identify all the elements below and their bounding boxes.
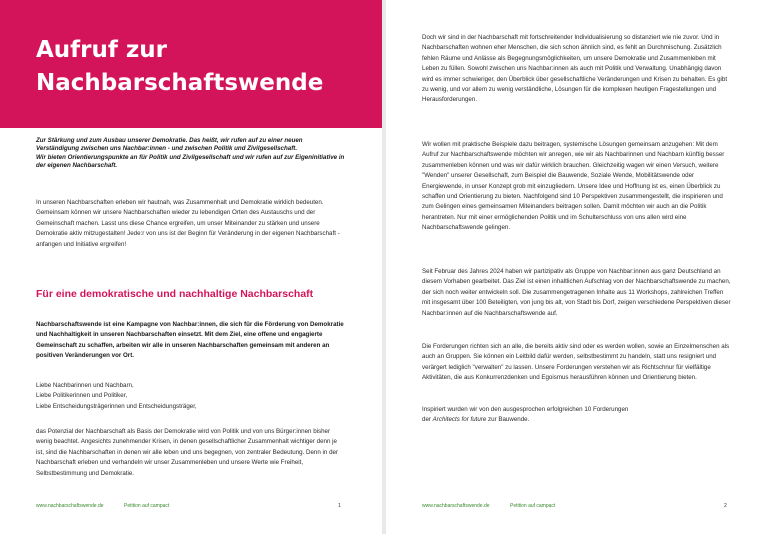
intro-line-2: Wir bieten Orientierungspunkte an für Politik und Zivilgesellschaft und wir rufen auf zur Eigeninitiative in der eigenen Nachbarschaft. <box>36 153 345 170</box>
body-paragraph-3: Seit Februar des Jahres 2024 haben wir partizipativ als Gruppe von Nachbar:innen aus ganz Deutschland an diesem Vorhaben gearbeitet. Das Ziel ist einen inhaltlichen Aufschlag von der Nachbarschaftswende zu machen, der sich noch weiter entwickeln soll. Die zusammengetragenen Inhalte aus 11 Workshops, zahlreichen Treffen mit insgesamt über 100 Beteiligten, von jung bis alt, von Stadt bis Dorf, zeigen verschiedene Perspektiven dieser Nachbar:innen auf die Nachbarschaftswende auf. <box>422 268 731 317</box>
page-number: 2 <box>724 503 727 509</box>
salutation-line-2: Liebe Politikerinnen und Politiker, <box>36 392 128 400</box>
salutation-line-1: Liebe Nachbarinnen und Nachbarn, <box>36 382 134 389</box>
page-2 <box>386 0 768 534</box>
inspiration-suffix: zur Bauwende. <box>486 416 530 424</box>
inspiration-italic: Architects for future <box>432 416 487 424</box>
intro-paragraph: In unseren Nachbarschaften erleben wir hautnah, was Zusammenhalt und Demokratie wirklich bedeuten. Gemeinsam können wir unsere Nachbarschaften wieder zu lebendigen Orten des Austauschs und der Gemeinschaft machen. Lasst uns diese Chance ergreifen, um unser Miteinander zu stärken und unsere Demokratie aktiv mitzugestalten! Jede:r von uns ist der Beginn für Veränderung in der eigenen Nachbarschaft - anfangen und Initiative ergreifen! <box>36 199 340 248</box>
page-number: 1 <box>338 503 341 509</box>
body-paragraph: das Potenzial der Nachbarschaft als Basis der Demokratie wird von Politik und von uns Bürger:innen bisher wenig beachtet. Angesichts zunehmender Krisen, in denen gesellschaftlicher Zusammenhalt wichtiger denn je ist, sind die Nachbarschaften in denen wir alle leben und uns begegnen, von zentraler Bedeutung. Denn in der Nachbarschaft erleben und verhandeln wir unser Zusammenleben und unsere Werte wie Freiheit, Selbstbestimmung und Demokratie. <box>36 428 339 477</box>
footer-petition-link[interactable]: Petition auf campact <box>510 503 556 509</box>
body-paragraph-2: Wir wollen mit praktische Beispiele dazu beitragen, systemische Lösungen gemeinsam anzugehen: Mit dem Aufruf zur Nachbarschaftswende möchten wir anregen, wie wir als Nachbarinnen und Nachbarn künftig besser zusammenleben können und was wir dafür wirklich brauchen. Gleichzeitig wagen wir einen Versuch, weitere "Wenden" unserer Gesellschaft, zum Beispiel die Bauwende, Soziale Wende, Mobilitätswende oder Energiewende, in unser Konzept grob mit einzugliedern. Unsere Idee und Hoffnung ist es, einen Überblick zu schaffen und Orientierung zu bieten. Nachfolgend sind 10 Perspektiven zusammengestellt, die inspirieren und zum Gelingen eines gemeinsamen Miteinanders beitragen sollen. Damit möchten wir auch an die Politik herantreten. Nur mit einer ermöglichenden Politik und im Schulterschluss von uns allen wird eine Nachbarschaftswende gelingen. <box>422 141 725 232</box>
body-paragraph-5 <box>422 405 732 426</box>
footer-website-link[interactable]: www.nachbarschaftswende.de <box>422 503 490 509</box>
intro-text <box>36 137 346 171</box>
title-banner <box>0 0 382 128</box>
body-paragraph-4: Die Forderungen richten sich an alle, die bereits aktiv sind oder es werden wollen, sowie an Einzelmenschen als auch an Gruppen. Sie können ein Leitbild dafür werden, selbstbestimmt zu handeln, statt uns resigniert und verärgert lediglich "verwalten" zu lassen. Unsere Forderungen verstehen wir als Richtschnur für vielfältige Aktivitäten, die aus Konkurrenzdenken und Egoismus herausführen können und Orientierung bieten. <box>422 343 730 382</box>
section-heading: Für eine demokratische und nachhaltige Nachbarschaft <box>36 288 314 300</box>
page-title: Aufruf zur Nachbarschaftswende <box>36 37 324 96</box>
body-paragraph-1: Doch wir sind in der Nachbarschaft mit fortschreitender Individualisierung so distanziert wie nie zuvor. Und in Nachbarschaften wohnen eher Menschen, die sich schon ähnlich sind, es fehlt an Durchmischung. Zusätzlich fehlen Räume und Anlässe als Begegnungsmöglichkeiten, um unsere Demokratie und Zusammenleben mit Leben zu füllen. Sowohl zwischen uns Nachbar:innen als auch mit Politik und Verwaltung. Unabhängig davon wird es immer schwieriger, den Überblick über gesellschaftliche Veränderungen und Krisen zu behalten. Es gibt zu wenig, und vor allem zu wenig verständliche, Lösungen für die komplexen heutigen Fragestellungen und Herausforderungen. <box>422 34 728 104</box>
inspiration-line-2 <box>422 415 732 425</box>
intro-line-1: Zur Stärkung und zum Ausbau unserer Demokratie. Das heißt, wir rufen auf zu einer neuen Verständigung zwischen uns Nachbar:innen - und zwischen Politik und Zivilgesellschaft. <box>36 137 303 153</box>
salutation-block <box>36 381 346 412</box>
inspiration-prefix: der <box>422 416 433 424</box>
campaign-description: Nachbarschaftswende ist eine Kampagne von Nachbar:innen, die sich für die Förderung von Demokratie und Nachhaltigkeit in unseren Nachbarschaften einsetzt. Mit dem Ziel, eine offene und engagierte Gemeinschaft zu schaffen, arbeiten wir alle in unseren Nachbarschaften gemeinsam mit anderen an positiven Veränderungen vor Ort. <box>36 321 344 360</box>
footer-petition-link[interactable]: Petition auf campact <box>124 503 170 509</box>
inspiration-line-1: Inspiriert wurden wir von den ausgesprochen erfolgreichen 10 Forderungen <box>422 406 629 413</box>
footer-website-link[interactable]: www.nachbarschaftswende.de <box>36 503 104 509</box>
page-1 <box>0 0 382 534</box>
salutation-line-3: Liebe Entscheidungsträgerinnen und Entscheidungsträger, <box>36 402 197 410</box>
